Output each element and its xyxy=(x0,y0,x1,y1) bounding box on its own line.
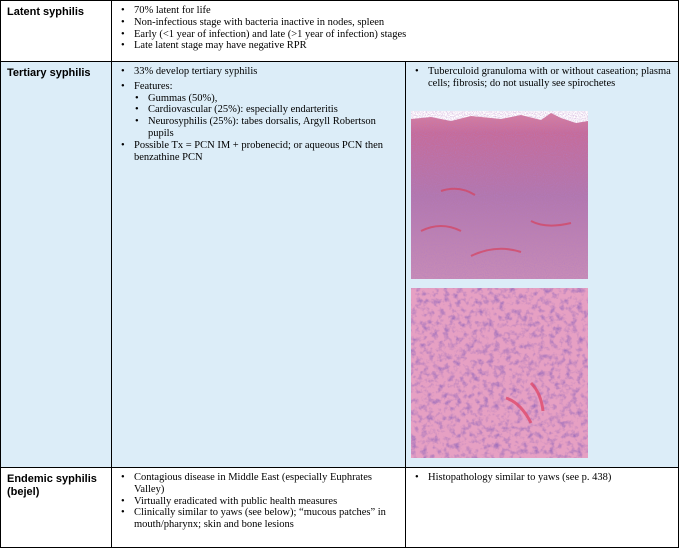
tertiary-bullet-list xyxy=(112,62,405,163)
row-label-tertiary xyxy=(0,61,112,468)
tertiary-description-cell xyxy=(111,61,406,468)
list-item: • Non-infectious stage with bacteria inactive in nodes, spleen xyxy=(118,17,672,29)
row-label-text: Tertiary syphilis xyxy=(7,67,91,79)
list-item: • Histopathology similar to yaws (see p. 438) xyxy=(412,472,672,484)
endemic-histology-list xyxy=(406,468,678,484)
endemic-bullet-list xyxy=(112,468,405,531)
list-item: • Late latent stage may have negative RPR xyxy=(118,40,672,52)
endemic-description-cell xyxy=(111,467,406,548)
sub-list-item: • Cardiovascular (25%): especially endarteritis xyxy=(118,104,399,116)
list-item: • Early (<1 year of infection) and late (>1 year of infection) stages xyxy=(118,29,672,41)
row-label-latent xyxy=(0,0,112,62)
row-label-endemic xyxy=(0,467,112,548)
row-label-text: Latent syphilis xyxy=(7,6,85,18)
micrograph-high-power-svg xyxy=(411,288,588,458)
list-item: • 70% latent for life xyxy=(118,5,672,17)
latent-bullet-list xyxy=(112,1,678,52)
list-item: • Tuberculoid granuloma with or without caseation; plasma cells; fibrosis; do not usually see spirochetes xyxy=(412,66,672,90)
endemic-histology-cell xyxy=(405,467,679,548)
features-sublist xyxy=(118,93,399,140)
features-label: Features: xyxy=(134,80,173,92)
row-label-text: Endemic syphilis (bejel) xyxy=(7,473,97,498)
list-item: • Virtually eradicated with public health measures xyxy=(118,496,399,508)
micrograph-low-power-svg xyxy=(411,111,588,279)
features-item xyxy=(118,81,399,140)
micrograph-high-power xyxy=(411,288,588,458)
list-item: • Possible Tx = PCN IM + probenecid; or aqueous PCN then benzathine PCN xyxy=(118,140,399,164)
latent-description-cell xyxy=(111,0,679,62)
list-item: • 33% develop tertiary syphilis xyxy=(118,66,399,78)
micrograph-low-power xyxy=(411,111,588,279)
sub-list-item: • Gummas (50%), xyxy=(118,93,399,105)
histology-bullet-list xyxy=(406,62,678,90)
list-item: • Contagious disease in Middle East (especially Euphrates Valley) xyxy=(118,472,399,496)
sub-list-item: • Neurosyphilis (25%): tabes dorsalis, Argyll Robertson pupils xyxy=(118,116,399,140)
list-item: • Clinically similar to yaws (see below); “mucous patches” in mouth/pharynx; skin and bone lesions xyxy=(118,507,399,531)
